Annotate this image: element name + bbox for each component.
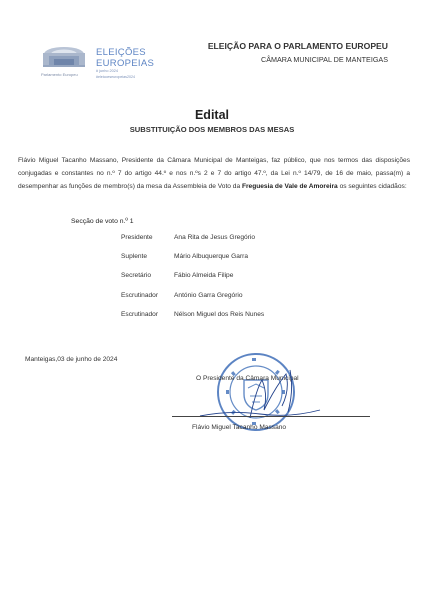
place-and-date: Manteigas,03 de junho de 2024 — [25, 356, 118, 363]
signer-name: Flávio Miguel Tacanho Massano — [192, 424, 287, 431]
municipality-name: CÂMARA MUNICIPAL DE MANTEIGAS — [261, 55, 388, 64]
parish-name: Freguesia de Vale de Amoreira — [241, 183, 338, 190]
eleicoes-europeias-logo — [40, 43, 170, 88]
logo-parliament-text: Parlamento Europeu — [41, 72, 78, 77]
announcement-paragraph — [18, 154, 410, 193]
paragraph-text-end: os seguintes cidadãos: — [337, 183, 407, 190]
document-title: Edital — [194, 108, 230, 122]
member-name: Fábio Almeida Filipe — [174, 272, 234, 280]
voting-section-label: Secção de voto n.º 1 — [71, 218, 134, 225]
president-title: O Presidente da Câmara Municipal — [196, 375, 299, 382]
member-role: Suplente — [121, 253, 148, 261]
member-role: Presidente — [121, 234, 153, 241]
member-role: Escrutinador — [121, 291, 159, 299]
member-role: Secretário — [121, 272, 152, 280]
logo-date: # junho 2024 — [96, 69, 118, 73]
member-name: Mário Albuquerque Garra — [174, 253, 249, 261]
logo-title: ELEIÇÕES EUROPEIAS — [96, 47, 155, 69]
member-name: Nélson Miguel dos Reis Nunes — [174, 310, 265, 318]
election-title: ELEIÇÃO PARA O PARLAMENTO EUROPEU — [207, 41, 388, 51]
member-name: António Garra Gregório — [174, 291, 243, 299]
logo-hashtag: #eleicoeseuropeias2024 — [96, 75, 135, 79]
paragraph-text-start: Flávio Miguel Tacanho Massano, Presidente da Câmara Municipal de Manteigas, faz público, que nos termos das disposições conjugadas e constantes no n.º 7 do artigo 44.º e nos n.ºs 2 e 7 do artigo 47.º, da Lei n.º 14/79, de 16 de maio, passa(m) a desempenhar as funções de membro(s) da mesa da Assembleia de Voto da — [18, 157, 410, 190]
document-subtitle: SUBSTITUIÇÃO DOS MEMBROS DAS MESAS — [129, 125, 295, 134]
signature-line — [172, 416, 370, 417]
member-role: Escrutinador — [121, 310, 159, 318]
parliament-building-icon — [40, 43, 92, 71]
handwritten-signature-icon — [190, 360, 340, 430]
member-name: Ana Rita de Jesus Gregório — [174, 234, 255, 241]
